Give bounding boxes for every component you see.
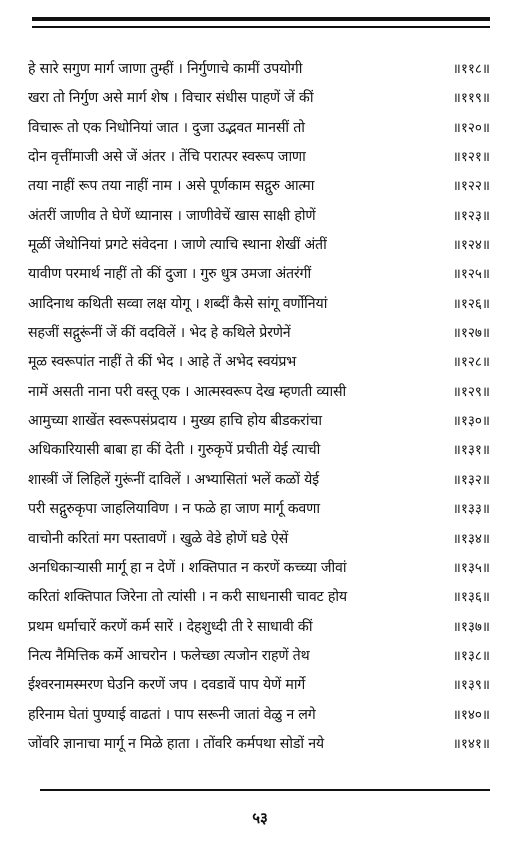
bottom-rule [40,789,490,791]
verse-number: ॥१२०॥ [452,119,490,136]
verse-number: ॥१४१॥ [452,735,490,752]
verse-text: यावीण परमार्थ नाहीं तो कीं दुजा । गुरु धुत्र उमजा अंतरंगीं [28,266,311,283]
verse-line [28,495,490,524]
verse-text: परी सद्गुरुकृपा जाहलियाविण । न फळे हा जाण मार्गू कवणा [28,501,320,518]
verse-text: हरिनाम घेतां पुण्याई वाढतां । पाप सरूनी जातां वेळु न लगे [28,706,316,723]
verse-number: ॥१३१॥ [452,442,490,459]
verse-number: ॥१२१॥ [452,149,490,166]
verse-text: अनधिकाऱ्यासी मार्गू हा न देणें । शक्तिपात न करणें कच्च्या जीवां [28,559,347,576]
verse-number: ॥१२५॥ [452,266,490,283]
verse-number: ॥१३८॥ [452,647,490,664]
verse-number: ॥१२३॥ [452,207,490,224]
verse-line [28,613,490,642]
verse-text: अंतरीं जाणीव ते घेणें ध्यानास । जाणीवेचें खास साक्षी होणें [28,207,316,224]
verse-number: ॥१२८॥ [452,354,490,371]
verse-text: वाचोनी करितां मग पस्तावणें । खुळे वेडे होणें घडे ऐसें [28,530,288,547]
verse-text: नामें असती नाना परी वस्तू एक । आत्मस्वरूप देख म्हणती व्यासी [28,383,347,400]
verse-number: ॥१३७॥ [452,618,490,635]
verse-number: ॥११८॥ [452,61,490,77]
verse-text: तया नाहीं रूप तया नाहीं नाम । असे पूर्णकाम सद्गुरु आत्मा [28,178,315,195]
verse-line [28,202,490,231]
verse-text: विचारू तो एक निधोनियां जात । दुजा उद्भवत मानसीं तो [28,119,305,136]
verse-text: दोन वृत्तींमाजी असे जें अंतर । तेंचि परात्पर स्वरूप जाणा [28,149,306,166]
verse-line [28,348,490,377]
top-rule-thin [32,26,490,28]
verse-number: ॥१२९॥ [452,383,490,400]
verse-number: ॥१२७॥ [452,325,490,342]
verse-line [28,378,490,407]
verse-number: ॥१३४॥ [452,530,490,547]
verse-text: हे सारे सगुण मार्ग जाणा तुम्हीं । निर्गुणाचे कामीं उपयोगी [28,61,303,77]
verse-text: खरा तो निर्गुण असे मार्ग शेष । विचार संधीस पाहणें जें कीं [28,90,314,107]
verse-text: जोंवरि ज्ञानाचा मार्गू न मिळे हाता । तोंवरि कर्मपथा सोडों नये [28,735,324,752]
verse-line [28,671,490,700]
verse-number: ॥१२६॥ [452,295,490,312]
verse-number: ॥१२२॥ [452,178,490,195]
verse-line [28,554,490,583]
verse-line [28,407,490,436]
verse-number: ॥१३३॥ [452,501,490,518]
verse-line [28,730,490,759]
verse-text: ईश्वरनामस्मरण घेउनि करणें जप । दवडावें पाप येणें मार्गे [28,677,306,694]
top-rule-thick [32,17,490,21]
verse-text: मूळीं जेथोनियां प्रगटे संवेदना । जाणे त्याचि स्थाना शेखीं अंतीं [28,237,327,254]
verse-number: ॥११९॥ [452,90,490,107]
verse-line [28,55,490,84]
verse-number: ॥१३६॥ [452,589,490,606]
verse-line [28,114,490,143]
verse-line [28,701,490,730]
verse-number: ॥१३०॥ [452,413,490,430]
verse-line [28,525,490,554]
verse-line [28,642,490,671]
verse-text: प्रथम धर्माचारें करणें कर्म सारें । देहशुध्दी ती रे साधावी कीं [28,618,313,635]
verse-line [28,143,490,172]
verse-text: सहजीं सद्गुरूंनीं जें कीं वदविलें । भेद हे कथिले प्रेरणेनें [28,325,291,342]
verse-line [28,84,490,113]
verse-line [28,436,490,465]
verse-number: ॥१३२॥ [452,471,490,488]
verse-number: ॥१३९॥ [452,677,490,694]
verse-line [28,172,490,201]
page-number: ५३ [252,809,268,827]
verse-line [28,319,490,348]
verse-text: मूळ स्वरूपांत नाहीं ते कीं भेद । आहे तें अभेद स्वयंप्रभ [28,354,297,371]
verse-text: करितां शक्तिपात जिरेना तो त्यांसी । न करी साधनासी चावट होय [28,589,347,606]
verse-line [28,583,490,612]
verse-line [28,260,490,289]
verse-text: शास्त्रीं जें लिहिलें गुरूंनीं दाविलें । अभ्यासितां भलें कळों येई [28,471,319,488]
verse-number: ॥१२४॥ [452,237,490,254]
verse-number: ॥१४०॥ [452,706,490,723]
verse-text: नित्य नैमित्तिक कर्मे आचरोन । फलेच्छा त्यजोन राहणें तेथ [28,647,310,664]
verse-list [28,55,490,759]
verse-text: अधिकारियासी बाबा हा कीं देती । गुरुकृपें प्रचीती येई त्याची [28,442,321,459]
verse-text: आदिनाथ कथिती सव्वा लक्ष योगू । शब्दीं कैसे सांगू वर्णोनियां [28,295,328,312]
verse-line [28,466,490,495]
verse-text: आमुच्या शाखेंत स्वरूपसंप्रदाय । मुख्य हाचि होय बीडकरांचा [28,413,322,430]
verse-line [28,290,490,319]
verse-number: ॥१३५॥ [452,559,490,576]
verse-line [28,231,490,260]
